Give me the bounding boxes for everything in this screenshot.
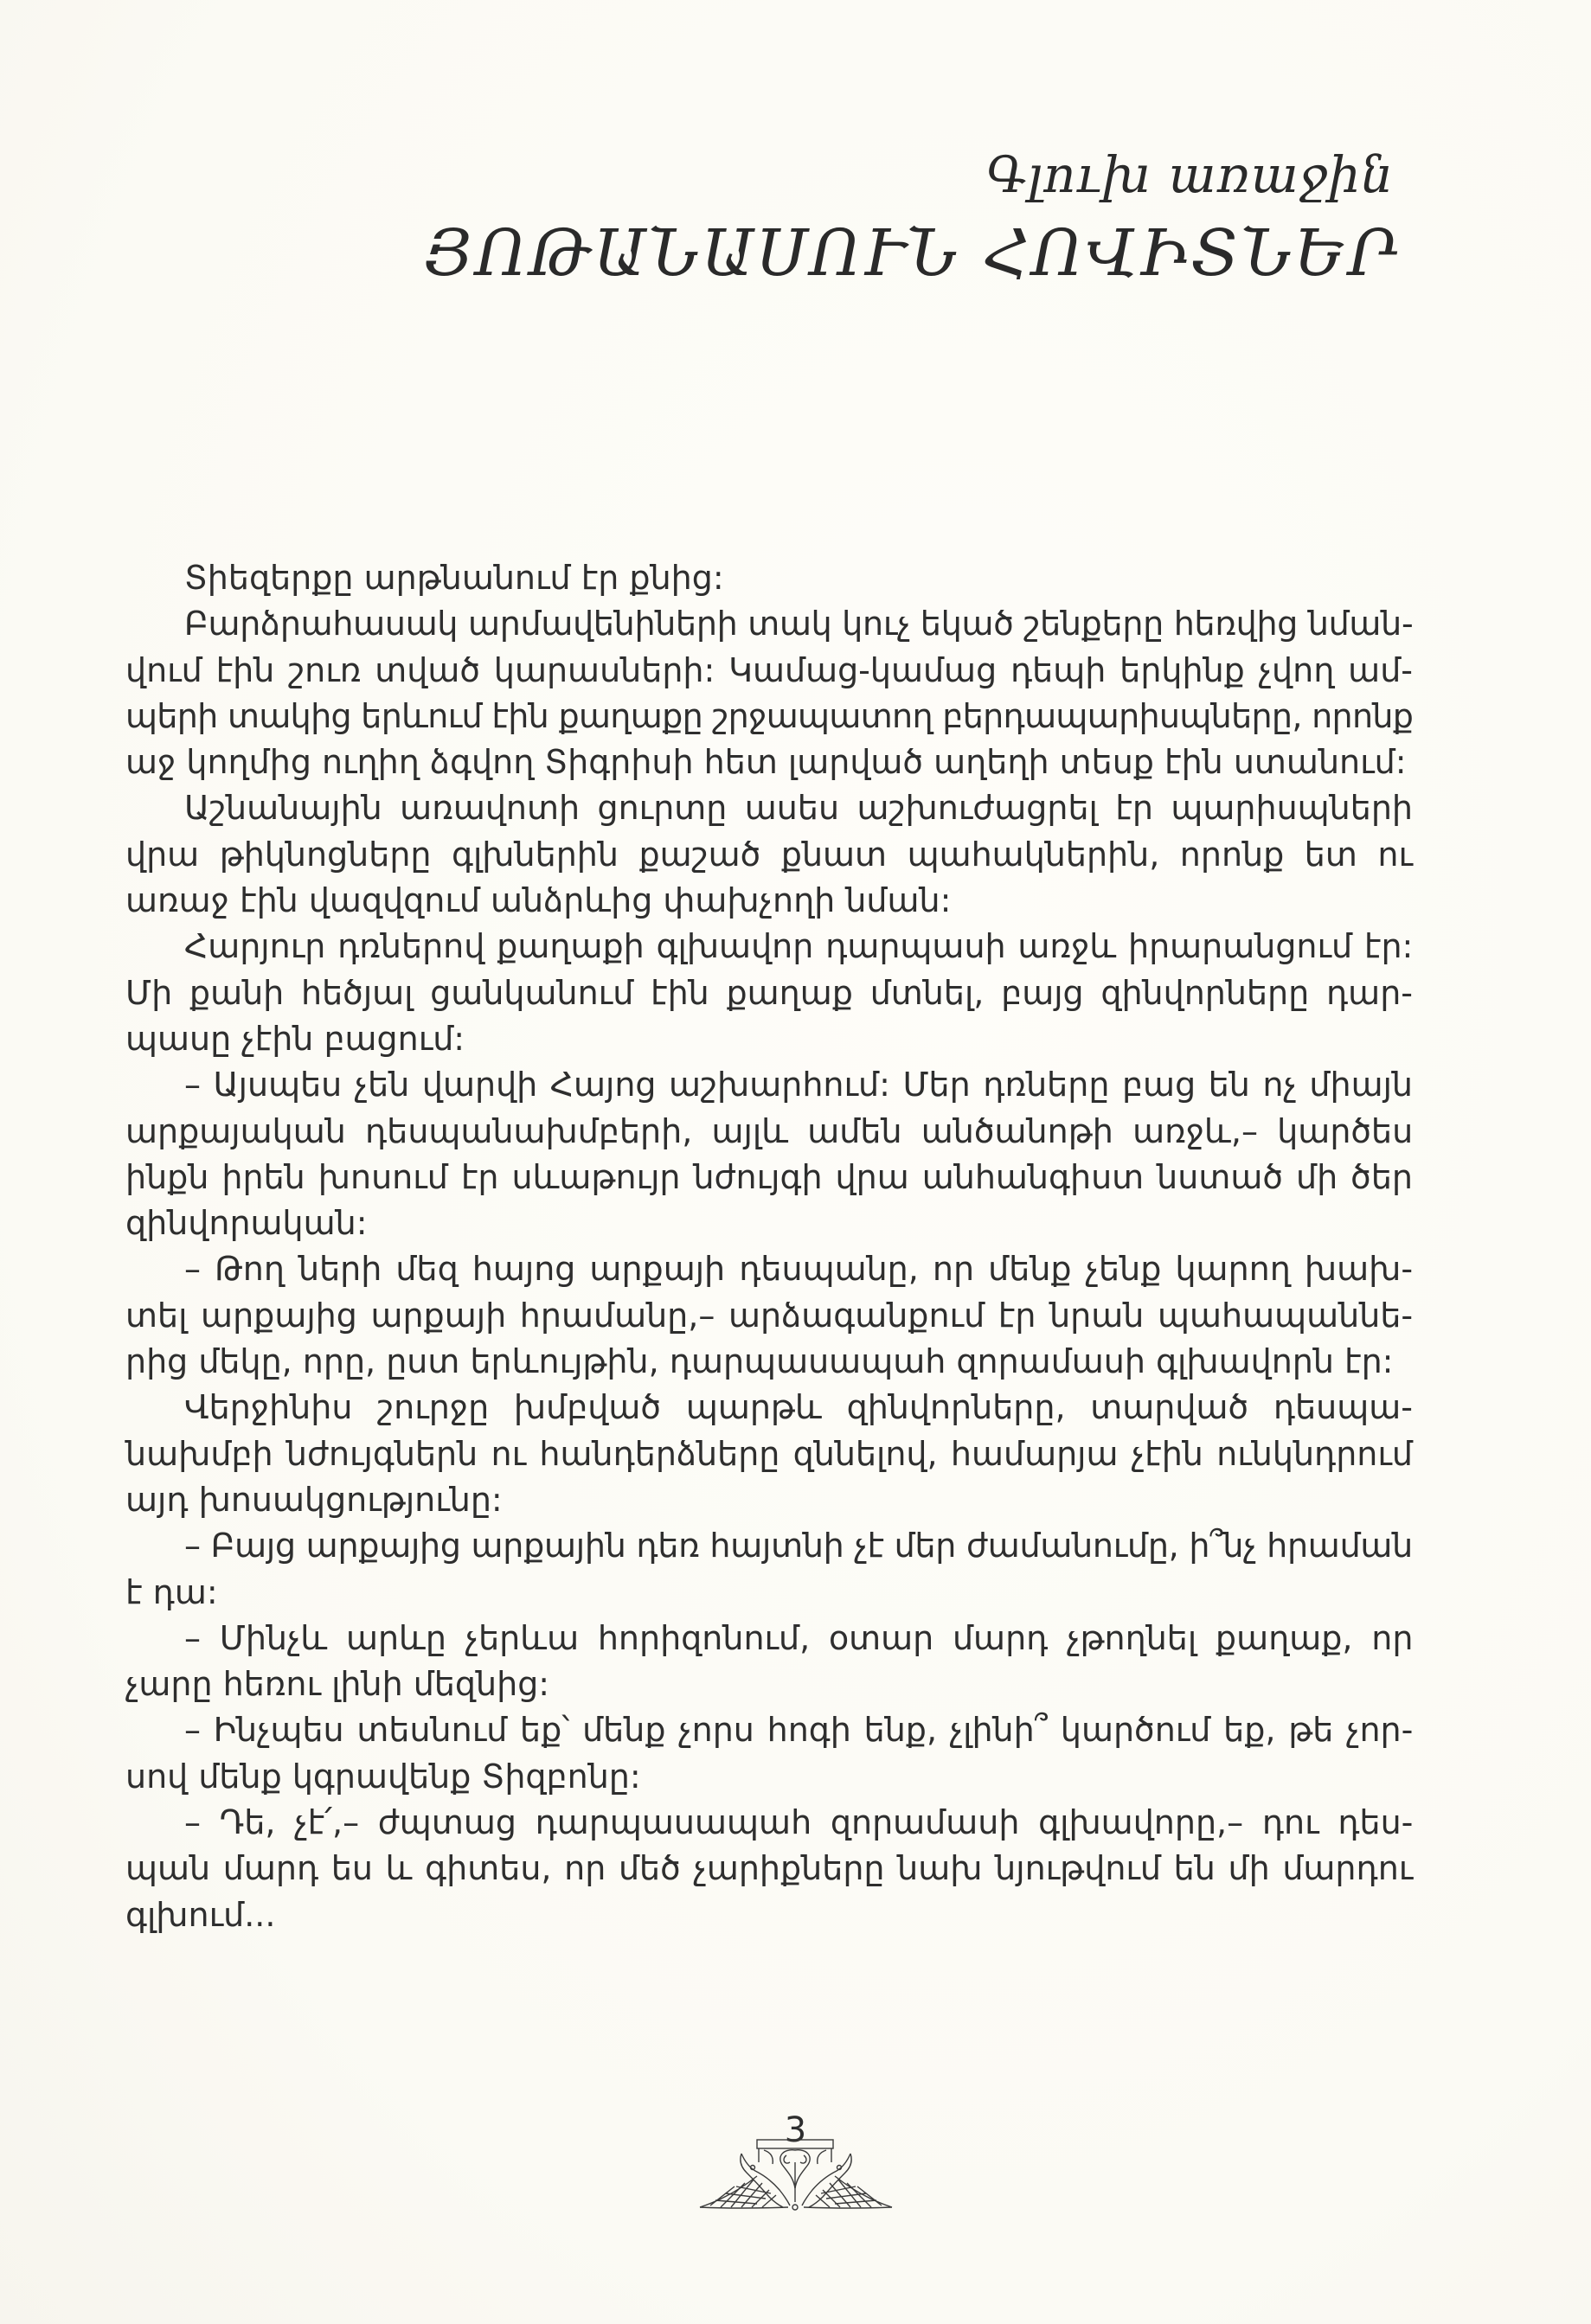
text-line: – Մինչև արևը չերևա հորիզոնում, օտար մարդ չթողնել քաղաք, որ [184, 1618, 1414, 1657]
text-line: – Այսպես չեն վարվի Հայոց աշխարհում: Մեր դռները բաց են ոչ միայն [184, 1066, 1413, 1104]
body-text [125, 555, 1413, 1938]
text-line: տել արքայից արքայի հրամանը,– արձագանքում էր նրան պահապաննե- [125, 1296, 1414, 1335]
text-line: գլխում... [125, 1895, 276, 1934]
text-line: զինվորական: [125, 1204, 368, 1243]
text-line: սով մենք կգրավենք Տիզբոնը: [125, 1757, 641, 1796]
text-line: Աշնանային առավոտի ցուրտը ասես աշխուժացրել էր պարիսպների [184, 789, 1413, 828]
text-line: պասը չէին բացում: [125, 1019, 465, 1058]
text-line: Հարյուր դռներով քաղաքի գլխավոր դարպասի առջև իրարանցում էր: [184, 927, 1414, 966]
text-line: պան մարդ ես և գիտես, որ մեծ չարիքները նախ նյութվում են մի մարդու [125, 1849, 1414, 1888]
page-number: 3 [784, 2110, 807, 2150]
text-line: – Դե, չէ՛,– ժպտաց դարպասապահ զորամասի գլխավորը,– դու դես- [184, 1803, 1414, 1842]
text-line: – Բայց արքայից արքային դեռ հայտնի չէ մեր ժամանումը, ի՞նչ հրաման [184, 1527, 1413, 1565]
text-line: Վերջինիս շուրջը խմբված պարթև զինվորները, տարված դեսպա- [184, 1388, 1413, 1427]
text-line: ինքն իրեն խոսում էր սևաթույր նժույգի վրա անհանգիստ նստած մի ծեր [125, 1157, 1413, 1196]
text-line: վրա թիկնոցները գլխներին քաշած քնատ պահակներին, որոնք ետ ու [125, 835, 1413, 874]
chapter-label: Գլուխ առաջին [985, 145, 1394, 204]
text-line: նախմբի նժույգներն ու հանդերձները զննելով, համարյա չէին ունկնդրում [125, 1434, 1413, 1473]
text-line: Բարձրահասակ արմավենիների տակ կուչ եկած շենքերը հեռվից նման- [184, 605, 1414, 643]
text-line: – Թող ների մեզ հայոց արքայի դեսպանը, որ մենք չենք կարող խախ- [184, 1250, 1414, 1289]
text-line: Մի քանի հեծյալ ցանկանում էին քաղաք մտնել, բայց զինվորները դար- [125, 973, 1413, 1012]
text-line: պերի տակից երևում էին քաղաքը շրջապատող բերդապարիսպները, որոնք [125, 696, 1414, 735]
text-line: է դա: [125, 1572, 218, 1611]
chapter-title: ՅՈԹԱՆԱՍՈՒՆ ՀՈՎԻՏՆԵՐ [424, 216, 1401, 291]
text-line: աջ կողմից ուղիղ ձգվող Տիգրիսի հետ լարված աղեղի տեսք էին ստանում: [125, 743, 1407, 782]
text-line: չարը հեռու լինի մեզնից: [125, 1665, 550, 1704]
text-line: վում էին շուռ տված կարասների: Կամաց-կամաց դեպի երկինք չվող ամ- [125, 650, 1413, 689]
text-line: առաջ էին վազվզում անձրևից փախչողի նման: [125, 881, 952, 920]
text-line: արքայական դեսպանախմբերի, այլև ամեն անծանոթի առջև,– կարծես [125, 1111, 1414, 1150]
text-line: այդ խոսակցությունը: [125, 1480, 503, 1519]
twin-bird-ornament-icon [696, 2136, 895, 2223]
text-line: – Ինչպես տեսնում եք՝ մենք չորս հոգի ենք, չլինի՞ կարծում եք, թե չոր- [184, 1711, 1414, 1750]
text-line: րից մեկը, որը, ըստ երևույթին, դարպասապահ զորամասի գլխավորն էր: [125, 1342, 1394, 1381]
text-line: Տիեզերքը արթնանում էր քնից: [184, 559, 724, 597]
